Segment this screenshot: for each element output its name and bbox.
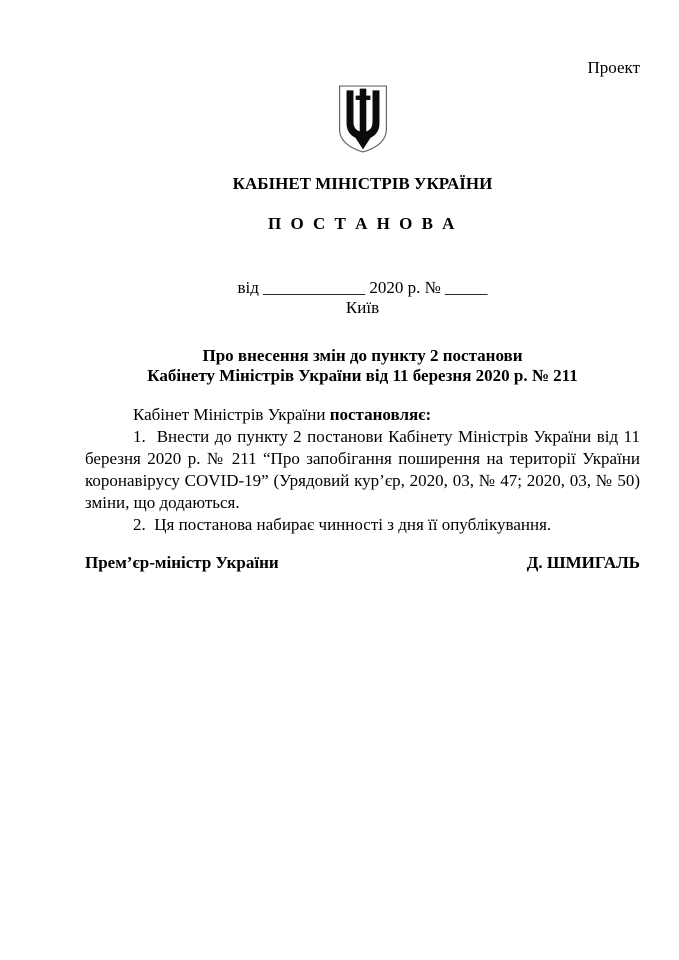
signature-name: Д. ШМИГАЛЬ — [526, 553, 640, 572]
intro-bold-text: постановляє: — [329, 405, 432, 424]
ukraine-trident-crest-icon — [337, 84, 389, 154]
project-label: Проект — [587, 58, 640, 77]
intro-regular-text: Кабінет Міністрів України — [133, 405, 330, 424]
org-name: КАБІНЕТ МІНІСТРІВ УКРАЇНИ — [232, 174, 493, 193]
doc-title-line1: Про внесення змін до пункту 2 постанови — [202, 346, 523, 365]
body-text — [85, 404, 640, 536]
list-item-2: 2. Ця постанова набирає чинності з дня її опублікування. — [133, 515, 552, 534]
city-label: Київ — [345, 298, 380, 317]
intro-paragraph — [85, 404, 640, 426]
date-number-line: від ____________ 2020 р. № _____ — [237, 278, 488, 297]
signature-row — [85, 552, 640, 574]
doc-title — [85, 346, 640, 386]
list-item-1: 1. Внести до пункту 2 постанови Кабінету Міністрів України від 11 березня 2020 р. № 211 “Про запобігання поширення на території України коронавірусу COVID-19” (Урядовий кур’єр, 2020, 03, № 47; 2020, 03, № 50) зміни, що додаються. — [85, 427, 640, 512]
doc-type-heading: П О С Т А Н О В А — [268, 214, 457, 233]
doc-title-line2: Кабінету Міністрів України від 11 березня 2020 р. № 211 — [147, 366, 578, 385]
signature-position: Прем’єр-міністр України — [85, 553, 279, 572]
